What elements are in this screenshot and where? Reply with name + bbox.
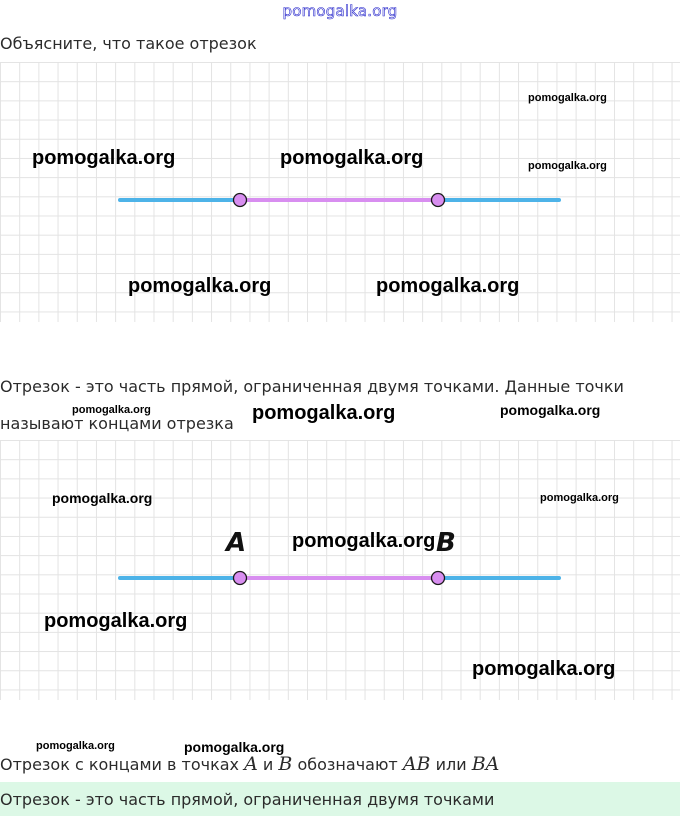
math-ba: BA xyxy=(471,753,500,775)
definition-line-2: называют концами отрезка xyxy=(0,414,234,433)
point-right-1 xyxy=(432,194,445,207)
point-a-label: A xyxy=(226,528,247,558)
watermark: pomogalka.org xyxy=(280,147,424,169)
watermark: pomogalka.org xyxy=(540,492,619,504)
definition-line-1: Отрезок - это часть прямой, ограниченная двумя точками. Данные точки xyxy=(0,377,624,396)
watermark: pomogalka.org xyxy=(44,610,188,632)
watermark: pomogalka.org xyxy=(528,160,607,172)
math-b: B xyxy=(278,753,293,775)
watermark: pomogalka.org xyxy=(292,530,436,552)
watermark: pomogalka.org xyxy=(376,275,520,297)
math-a: A xyxy=(244,753,258,775)
math-ab: AB xyxy=(402,753,431,775)
notation-and: и xyxy=(257,755,279,774)
answer-text: Отрезок - это часть прямой, ограниченная двумя точками xyxy=(0,790,495,809)
notation-prefix: Отрезок с концами в точках xyxy=(0,755,245,774)
point-b xyxy=(432,572,445,585)
watermark: pomogalka.org xyxy=(52,490,153,506)
segment-figure-1 xyxy=(0,62,680,322)
watermark: pomogalka.org xyxy=(472,658,616,680)
notation-or: или xyxy=(430,755,472,774)
segment-figure-2 xyxy=(0,440,680,700)
point-a xyxy=(234,572,247,585)
watermark: pomogalka.org xyxy=(72,404,151,416)
point-b-label: B xyxy=(436,528,456,558)
watermark: pomogalka.org xyxy=(32,147,176,169)
watermark: pomogalka.org xyxy=(184,739,285,755)
watermark: pomogalka.org xyxy=(252,402,396,424)
point-left-1 xyxy=(234,194,247,207)
notation-mid: обозначают xyxy=(292,755,403,774)
answer-box xyxy=(0,782,680,816)
notation-text xyxy=(0,754,499,775)
watermark: pomogalka.org xyxy=(128,275,272,297)
watermark: pomogalka.org xyxy=(528,92,607,104)
watermark: pomogalka.org xyxy=(500,402,601,418)
question-text: Объясните, что такое отрезок xyxy=(0,34,257,53)
watermark: pomogalka.org xyxy=(36,740,115,752)
site-logo[interactable]: pomogalka.org xyxy=(282,2,398,20)
